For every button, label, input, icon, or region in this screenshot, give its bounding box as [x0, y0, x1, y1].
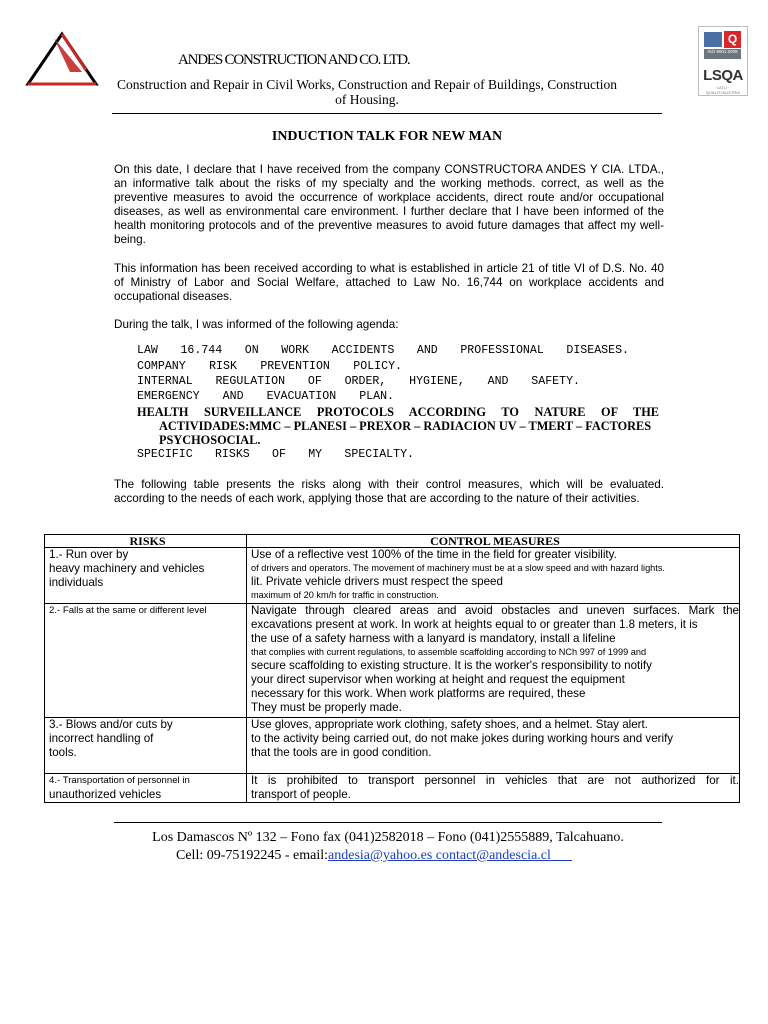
- agenda-item: INTERNAL REGULATION OF ORDER, HYGIENE, AND SAFETY.: [137, 375, 580, 388]
- risk-cell: [45, 718, 247, 774]
- document-title: INDUCTION TALK FOR NEW MAN: [271, 129, 503, 144]
- control-line: excavations present at work. In work at heights equal to or greater than 1.8 meters, it is: [251, 618, 698, 631]
- company-logo: [24, 30, 100, 90]
- footer-cell-prefix: Cell: 09-75192245 - email:: [176, 848, 329, 863]
- control-line: transport of people.: [251, 788, 351, 801]
- control-line: your direct supervisor when working at height and request the equipment: [251, 673, 625, 686]
- cert-q-icon: Q: [724, 31, 741, 48]
- control-line: Navigate through cleared areas and avoid obstacles and uneven surfaces. Mark the: [251, 604, 739, 617]
- control-cell: [247, 604, 740, 718]
- agenda-item: EMERGENCY AND EVACUATION PLAN.: [137, 390, 394, 403]
- agenda-item: COMPANY RISK PREVENTION POLICY.: [137, 360, 402, 373]
- header-divider: [112, 113, 662, 114]
- control-line: It is prohibited to transport personnel in vehicles that are not authorized for it.: [251, 774, 739, 787]
- control-line: lit. Private vehicle drivers must respect the speed: [251, 575, 503, 588]
- cert-iso-label: ISO 9001:2008: [704, 49, 741, 59]
- table-header-row: [45, 535, 740, 548]
- control-line: that complies with current regulations, to assemble scaffolding according to NCh 997 of 1999 and: [251, 647, 647, 657]
- control-line: of drivers and operators. The movement of machinery must be at a slow speed and with hazard lights.: [251, 563, 665, 573]
- control-cell: [247, 774, 740, 803]
- footer-divider: [114, 822, 662, 823]
- header-risks: RISKS: [45, 535, 247, 548]
- risk-line: tools.: [49, 746, 77, 759]
- control-line: necessary for this work. When work platforms are required, these: [251, 687, 586, 700]
- legal-paragraph: This information has been received according to what is established in article 21 of title VI of D.S. No. 40 of Ministry of Labor and Social Welfare, attached to Law No. 16,744 on workplace accidents and occupational diseases.: [114, 262, 664, 303]
- table-row: [45, 548, 740, 604]
- company-name: ANDES CONSTRUCTION AND CO. LTD.: [178, 52, 410, 68]
- risk-line: heavy machinery and vehicles: [49, 562, 205, 575]
- footer-email-link[interactable]: andesia@yahoo.es contact@andescia.cl: [328, 848, 551, 863]
- cert-logo-small: LATU · QUALITYAUSTRIA: [705, 85, 741, 95]
- control-line: Use of a reflective vest 100% of the time in the field for greater visibility.: [251, 548, 617, 561]
- footer-contact: [176, 848, 572, 864]
- risk-line: individuals: [49, 576, 104, 589]
- control-line: maximum of 20 km/h for traffic in construction.: [251, 590, 439, 600]
- intro-paragraph: On this date, I declare that I have received from the company CONSTRUCTORA ANDES Y CIA. LTDA., an informative talk about the risks of my specialty and the working methods. correct, as well as the preventive measures to avoid the occurrence of workplace accidents, direct route and/or occupational diseases, as well as environmental care environment. I further declare that I have been informed of the health monitoring protocols and of the preventive measures to avoid future damages that affect my well-being.: [114, 163, 664, 246]
- agenda-item-bold: [137, 405, 659, 447]
- risk-line: 1.- Run over by: [49, 548, 129, 561]
- agenda-intro: During the talk, I was informed of the following agenda:: [114, 318, 399, 331]
- control-line: that the tools are in good condition.: [251, 746, 432, 759]
- header-control-measures: CONTROL MEASURES: [247, 535, 740, 548]
- risk-line: 3.- Blows and/or cuts by: [49, 718, 173, 731]
- agenda-item-bold-line: HEALTH SURVEILLANCE PROTOCOLS ACCORDING TO NATURE OF THE: [137, 405, 659, 419]
- control-line: Use gloves, appropriate work clothing, safety shoes, and a helmet. Stay alert.: [251, 718, 648, 731]
- company-tagline: Construction and Repair in Civil Works, Construction and Repair of Buildings, Construction of Housing.: [116, 77, 617, 107]
- risk-line: 4.- Transportation of personnel in: [49, 775, 190, 786]
- table-row: [45, 604, 740, 718]
- control-line: secure scaffolding to existing structure. It is the worker's responsibility to notify: [251, 659, 652, 672]
- risk-line: unauthorized vehicles: [49, 788, 162, 801]
- risk-cell: [45, 604, 247, 718]
- risk-cell: [45, 774, 247, 803]
- risk-line: 2.- Falls at the same or different level: [49, 605, 207, 616]
- table-row: [45, 718, 740, 774]
- control-line: to the activity being carried out, do not make jokes during working hours and verify: [251, 732, 674, 745]
- footer-link-trailing-underline: [551, 848, 572, 863]
- table-row: [45, 774, 740, 803]
- cert-mark-icon: [704, 32, 722, 47]
- table-intro-paragraph: The following table presents the risks along with their control measures, which will be evaluated. according to the needs of each work, applying those that are according to the nature of their activities.: [114, 478, 664, 505]
- risk-cell: [45, 548, 247, 604]
- control-cell: [247, 548, 740, 604]
- footer-address: Los Damascos Nº 132 – Fono fax (041)2582018 – Fono (041)2555889, Talcahuano.: [152, 830, 624, 845]
- cert-logo-text: LSQA: [703, 67, 743, 84]
- control-cell: [247, 718, 740, 774]
- control-line: the use of a safety harness with a lanyard is mandatory, install a lifeline: [251, 632, 616, 645]
- agenda-item: LAW 16.744 ON WORK ACCIDENTS AND PROFESSIONAL DISEASES.: [137, 344, 629, 357]
- certification-logo: [698, 26, 748, 96]
- agenda-item: SPECIFIC RISKS OF MY SPECIALTY.: [137, 448, 414, 461]
- control-line: They must be properly made.: [251, 701, 402, 714]
- risk-line: incorrect handling of: [49, 732, 154, 745]
- risk-table: [44, 534, 740, 803]
- agenda-item-bold-continuation: ACTIVIDADES:MMC – PLANESI – PREXOR – RADIACION UV – TMERT – FACTORES PSYCHOSOCIAL.: [159, 419, 652, 447]
